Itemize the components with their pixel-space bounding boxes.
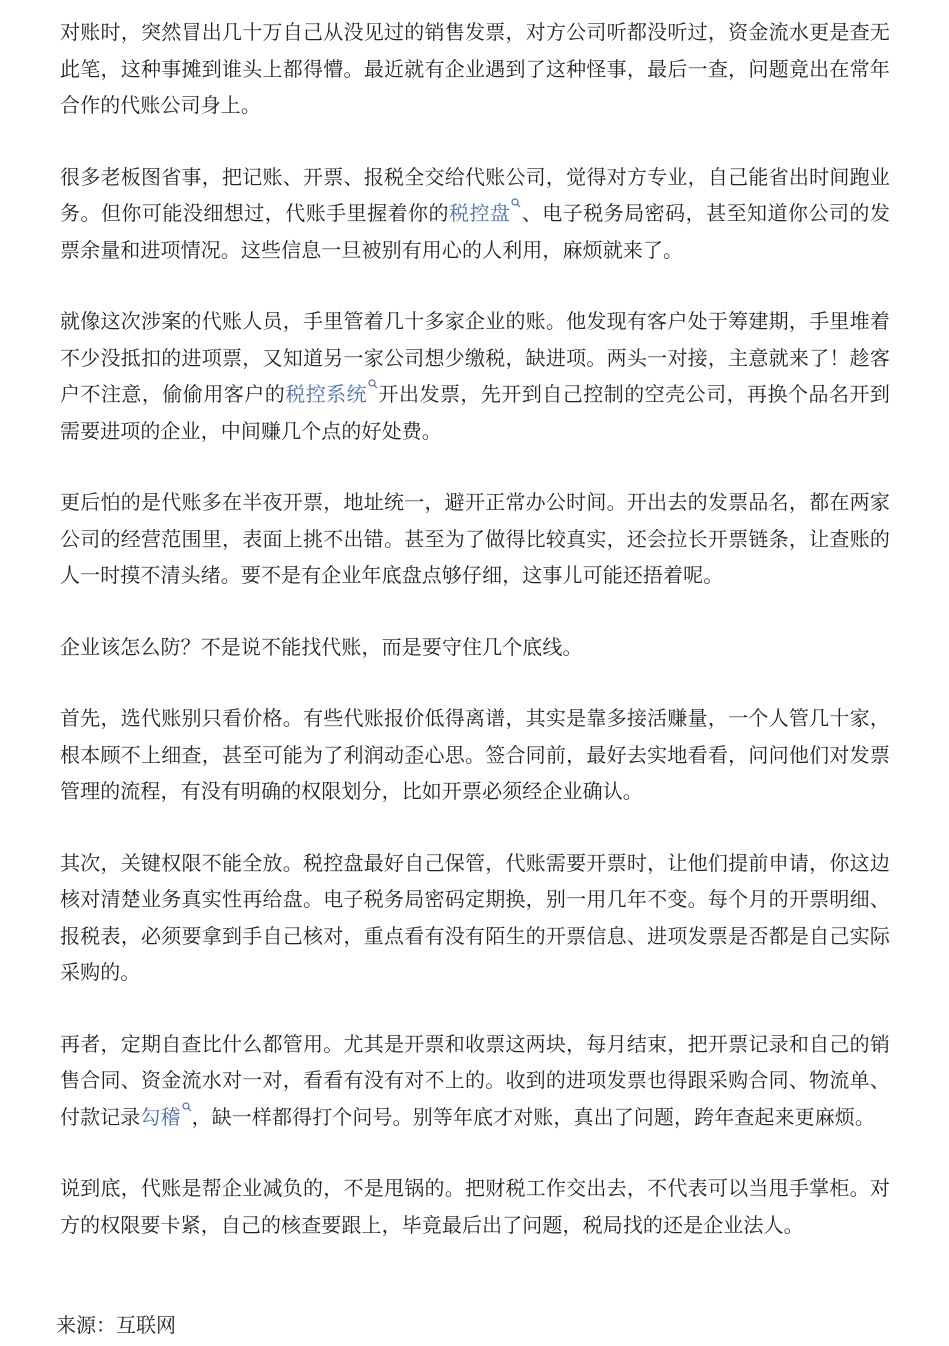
source-attribution: 来源：互联网 (56, 1313, 176, 1337)
paragraph-6-text: 首先，选代账别只看价格。有些代账报价低得离谱，其实是靠多接活赚量，一个人管几十家，根本顾不上细查，甚至可能为了利润动歪心思。签合同前，最好去实地看看，问问他们对发票管理的流程，有没有明确的权限划分，比如开票必须经企业确认。 (60, 706, 890, 803)
keyword-link-gouji[interactable] (140, 1105, 191, 1129)
search-icon (368, 379, 378, 389)
paragraph-2-text-a: 很多老板图省事，把记账、开票、报税全交给代账公司，觉得对方专业，自己能省出时间跑业务。但你可能没细想过，代账手里握着你的 (60, 164, 890, 225)
paragraph-7 (60, 845, 890, 991)
paragraph-8-text-b: ，缺一样都得打个问号。别等年底才对账，真出了问题，跨年查起来更麻烦。 (191, 1104, 876, 1129)
keyword-link-shuikongpan[interactable] (449, 201, 521, 225)
paragraph-6 (60, 700, 890, 810)
paragraph-4-text: 更后怕的是代账多在半夜开票，地址统一，避开正常办公时间。开出去的发票品名，都在两家公司的经营范围里，表面上挑不出错。甚至为了做得比较真实，还会拉长开票链条，让查账的人一时摸不清头绪。要不是有企业年底盘点够仔细，这事儿可能还捂着呢。 (60, 490, 890, 587)
keyword-label: 勾稽 (140, 1104, 181, 1129)
paragraph-9 (60, 1170, 890, 1243)
paragraph-7-text: 其次，关键权限不能全放。税控盘最好自己保管，代账需要开票时，让他们提前申请，你这边核对清楚业务真实性再给盘。电子税务局密码定期换，别一用几年不变。每个月的开票明细、报税表，必须要拿到手自己核对，重点看有没有陌生的开票信息、进项发票是否都是自己实际采购的。 (60, 850, 890, 984)
paragraph-9-text: 说到底，代账是帮企业减负的，不是甩锅的。把财税工作交出去，不代表可以当甩手掌柜。对方的权限要卡紧，自己的核查要跟上，毕竟最后出了问题，税局找的还是企业法人。 (60, 1176, 890, 1237)
search-icon (182, 1102, 192, 1112)
paragraph-5 (60, 629, 890, 666)
paragraph-5-text: 企业该怎么防？不是说不能找代账，而是要守住几个底线。 (60, 634, 583, 659)
paragraph-2-text-b: 、电子税务局密码，甚至知道你公司的发票余量和进项情况。这些信息一旦被别有用心的人利用，麻烦就来了。 (60, 201, 890, 262)
paragraph-3 (60, 303, 890, 449)
keyword-label: 税控系统 (285, 382, 368, 406)
paragraph-2 (60, 159, 890, 269)
keyword-link-shuikongxitong[interactable] (285, 382, 378, 406)
paragraph-3-text-b: 开出发票，先开到自己控制的空壳公司，再换个品名开到需要进项的企业，中间赚几个点的好处费。 (60, 382, 891, 443)
paragraph-1-text: 对账时，突然冒出几十万自己从没见过的销售发票，对方公司听都没听过，资金流水更是查无此笔，这种事摊到谁头上都得懵。最近就有企业遇到了这种怪事，最后一查，问题竟出在常年合作的代账公司身上。 (60, 20, 890, 117)
paragraph-8-text-a: 再者，定期自查比什么都管用。尤其是开票和收票这两块，每月结束，把开票记录和自己的销售合同、资金流水对一对，看看有没有对不上的。收到的进项发票也得跟采购合同、物流单、付款记录 (60, 1031, 890, 1129)
search-icon (511, 198, 521, 208)
paragraph-1 (60, 14, 890, 124)
keyword-label: 税控盘 (449, 201, 511, 225)
paragraph-3-text-a: 就像这次涉案的代账人员，手里管着几十多家企业的账。他发现有客户处于筹建期，手里堆着不少没抵扣的进项票，又知道另一家公司想少缴税，缺进项。两头一对接，主意就来了！趁客户不注意，偷偷用客户的 (60, 309, 890, 406)
article-body (60, 14, 890, 1243)
paragraph-4 (60, 484, 890, 594)
paragraph-8 (60, 1026, 890, 1136)
